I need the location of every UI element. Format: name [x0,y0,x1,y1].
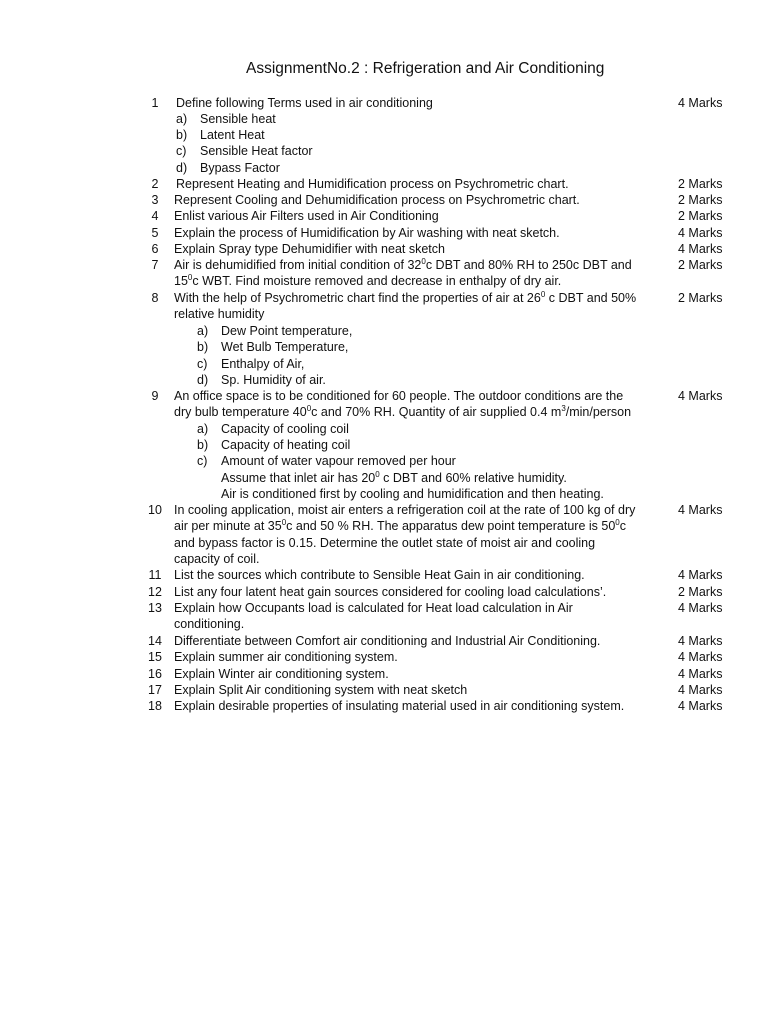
question-marks: 4 Marks [678,699,723,713]
question-number: 11 [148,568,162,582]
question-marks: 4 Marks [678,568,723,582]
sub-item [176,127,265,143]
question-number: 17 [148,683,162,697]
sub-item [176,111,276,127]
question-text: Explain Spray type Dehumidifier with neat sketch [174,242,445,256]
question-marks: 4 Marks [678,650,723,664]
sub-item [197,421,349,437]
question-number: 6 [151,242,159,256]
question-marks: 2 Marks [678,177,723,191]
question-marks: 2 Marks [678,258,723,272]
sub-item [197,437,350,453]
sub-item-text: Amount of water vapour removed per hour [221,454,456,468]
question-text: Air is dehumidified from initial condition of $32^0c$ DBT and 80% RH to 250c DBT and $15^0c$ WBT. Find moisture removed and decrease in enthalpy of dry air. [174,257,632,289]
question-marks: 4 Marks [678,389,723,403]
question-marks: 4 Marks [678,667,723,681]
question-text: Explain summer air conditioning system. [174,650,398,664]
question-text: In cooling application, moist air enters a refrigeration coil at the rate of 100 kg of dry air per minute at $35^0c$ and 50 % RH. The apparatus dew point temperature is $50^0c$ and bypass factor is 0.15. Determine the outlet state of moist air and cooling capacity of coil. [174,503,636,566]
question-marks: 4 Marks [678,503,723,517]
question-number: 3 [151,193,159,207]
question-number: 9 [151,389,159,403]
question-text: With the help of Psychrometric chart find the properties of air at $26^0$ c DBT and 50% relative humidity [174,290,637,322]
question-text: Explain the process of Humidification by Air washing with neat sketch. [174,226,560,240]
question-text: An office space is to be conditioned for 60 people. The outdoor conditions are the dry bulb temperature $40^0c$ and 70% RH. Quantity of air supplied 0.4 $m^3/\min$/person [174,389,632,420]
sub-item-label: c) [197,357,208,371]
question-marks: 4 Marks [678,634,723,648]
sub-item-label: a) [197,422,209,436]
question-marks: 4 Marks [678,242,723,256]
sub-item-label: c) [176,144,187,158]
sub-item-text: Dew Point temperature, [221,324,353,338]
question-text: Represent Cooling and Dehumidification process on Psychrometric chart. [174,193,580,207]
sub-item-text: Capacity of cooling coil [221,422,349,436]
sub-item-label: b) [197,438,209,452]
sub-item-label: b) [176,128,188,142]
question-note: Air is conditioned first by cooling and humidification and then heating. [221,487,604,501]
question-number: 16 [148,667,162,681]
sub-item-text: Capacity of heating coil [221,438,351,452]
question-text: Explain Split Air conditioning system with neat sketch [174,683,468,697]
question-text: Define following Terms used in air conditioning [176,96,433,110]
sub-item-label: a) [176,112,188,126]
sub-item-text: Sp. Humidity of air. [221,373,326,387]
sub-item-text: Latent Heat [200,128,265,142]
question-number: 8 [151,291,159,305]
question-number: 14 [148,634,162,648]
sub-item-label: b) [197,340,209,354]
question-number: 13 [148,601,162,615]
question-number: 1 [151,96,159,110]
sub-item-label: d) [197,373,209,387]
sub-item [176,160,280,176]
question-text: List any four latent heat gain sources considered for cooling load calculations’. [174,585,607,599]
question-marks: 2 Marks [678,209,723,223]
question-text: Enlist various Air Filters used in Air Conditioning [174,209,439,223]
sub-item-label: a) [197,324,209,338]
sub-item-text: Sensible Heat factor [200,144,313,158]
question-marks: 4 Marks [678,96,723,110]
question-number: 18 [148,699,162,713]
sub-item-text: Enthalpy of Air, [221,357,305,371]
question-marks: 4 Marks [678,226,723,240]
question-number: 4 [151,209,159,223]
question-text: Explain Winter air conditioning system. [174,667,389,681]
sub-item-text: Bypass Factor [200,161,280,175]
question-text: Explain how Occupants load is calculated for Heat load calculation in Air conditioning. [174,601,573,632]
sub-item-label: c) [197,454,208,468]
question-marks: 4 Marks [678,601,723,615]
question-number: 7 [151,258,159,272]
sub-item-text: Wet Bulb Temperature, [221,340,349,354]
sub-item [176,143,313,159]
sub-item-label: d) [176,161,188,175]
question-number: 2 [151,177,159,191]
question-number: 10 [148,503,162,517]
sub-item-text: Sensible heat [200,112,276,126]
sub-item [197,323,352,339]
question-marks: 2 Marks [678,193,723,207]
question-text: Represent Heating and Humidification process on Psychrometric chart. [176,177,569,191]
question-marks: 2 Marks [678,585,723,599]
sub-item [197,453,456,469]
sub-item [197,356,304,372]
question-text: Differentiate between Comfort air conditioning and Industrial Air Conditioning. [174,634,601,648]
sub-item [197,339,348,355]
question-number: 12 [148,585,162,599]
question-text: Explain desirable properties of insulating material used in air conditioning system. [174,699,625,713]
question-number: 15 [148,650,162,664]
question-marks: 4 Marks [678,683,723,697]
question-note: Assume that inlet air has $20^0$ c DBT and 60% relative humidity. [221,470,567,485]
sub-item [197,372,326,388]
question-marks: 2 Marks [678,291,723,305]
question-number: 5 [151,226,159,240]
question-text: List the sources which contribute to Sensible Heat Gain in air conditioning. [174,568,585,582]
page-title: AssignmentNo.2 : Refrigeration and Air Conditioning [246,60,605,77]
